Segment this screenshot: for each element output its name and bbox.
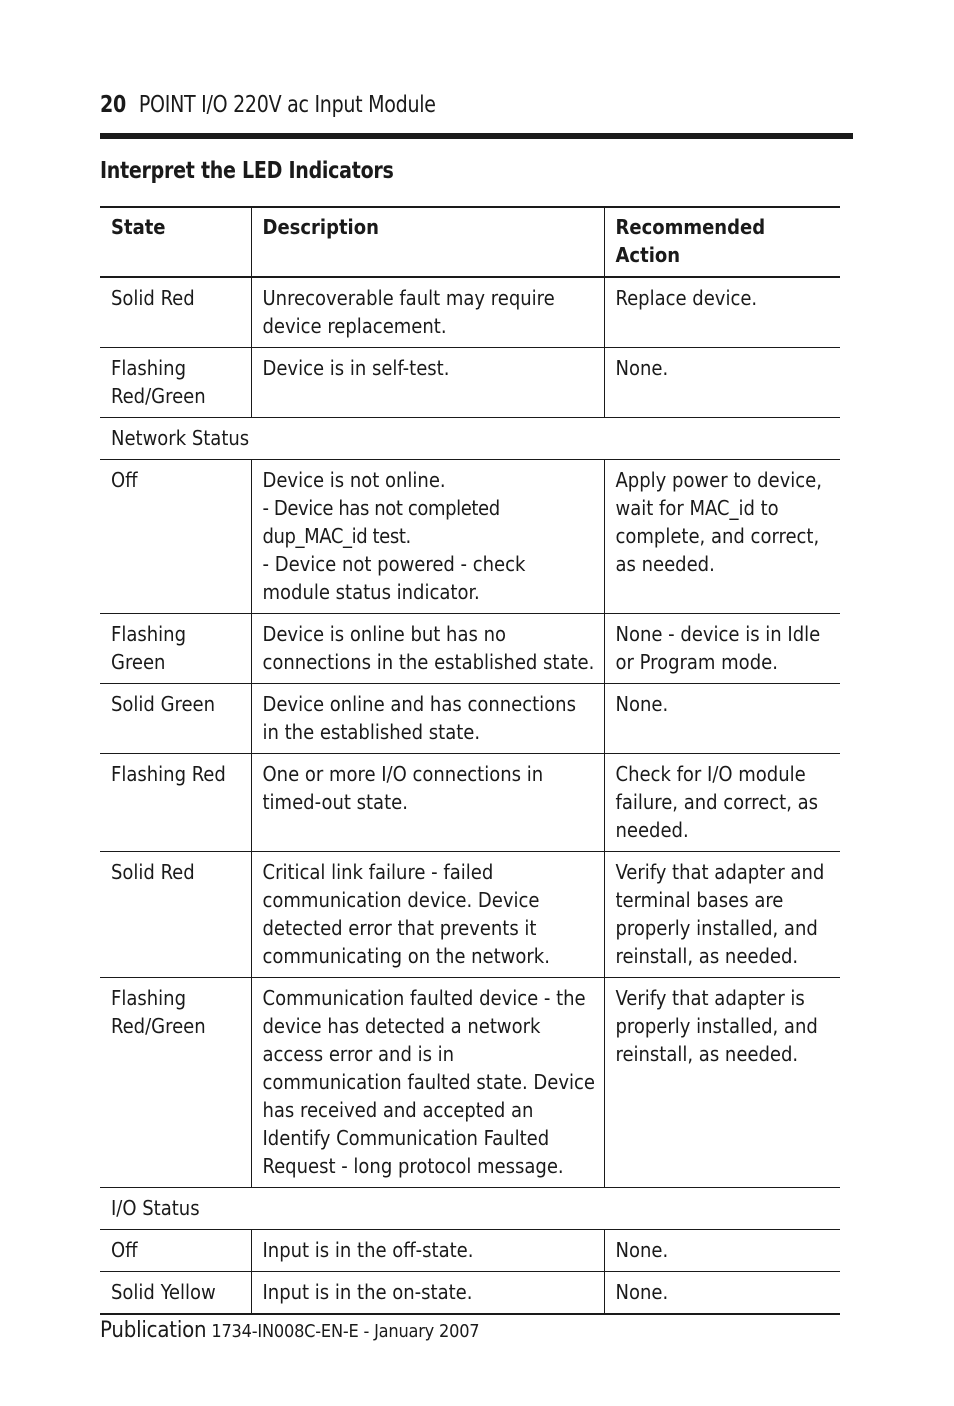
action-line: None. xyxy=(615,692,669,716)
action-cell xyxy=(604,1272,840,1315)
action-line: None. xyxy=(615,1238,669,1262)
action-line: None - device is in Idle or Program mode. xyxy=(615,622,821,674)
action-cell xyxy=(604,852,840,978)
action-cell xyxy=(604,277,840,348)
action-line: None. xyxy=(615,1280,669,1304)
description-line: - Device not powered - check module status indicator. xyxy=(262,552,526,604)
page-footer xyxy=(100,1318,479,1343)
section-label: Network Status xyxy=(100,418,840,460)
column-header-state: State xyxy=(100,207,251,277)
table-row xyxy=(100,277,840,348)
section-row xyxy=(100,1188,840,1230)
document-title: POINT I/O 220V ac Input Module xyxy=(138,92,436,118)
description-cell xyxy=(251,614,604,684)
publication-label: Publication xyxy=(100,1318,207,1343)
state-cell: Flashing Red/Green xyxy=(100,348,251,418)
state-cell: Flashing Green xyxy=(100,614,251,684)
action-line: Verify that adapter is properly installed, and reinstall, as needed. xyxy=(615,986,818,1066)
state-cell: Off xyxy=(100,460,251,614)
description-cell xyxy=(251,348,604,418)
state-cell: Flashing Red xyxy=(100,754,251,852)
description-line: Device is online but has no connections in the established state. xyxy=(262,622,595,674)
action-cell xyxy=(604,754,840,852)
description-line: Unrecoverable fault may require device replacement. xyxy=(262,286,555,338)
table-row xyxy=(100,754,840,852)
header-rule xyxy=(100,133,853,139)
column-header-recommended-action: Recommended Action xyxy=(604,207,840,277)
table-row xyxy=(100,460,840,614)
description-line: Communication faulted device - the device has detected a network access error and is in communication faulted state. Device has received and accepted an Identify Communication Faulted Request - long protocol message. xyxy=(262,986,595,1178)
description-line: Critical link failure - failed communication device. Device detected error that prevents it communicating on the network. xyxy=(262,860,550,968)
action-line: Replace device. xyxy=(615,286,758,310)
table-row xyxy=(100,1230,840,1272)
action-line: None. xyxy=(615,356,669,380)
state-cell: Solid Green xyxy=(100,684,251,754)
led-indicator-table xyxy=(100,206,840,1315)
publication-id: 1734-IN008C-EN-E - January 2007 xyxy=(211,1321,480,1342)
action-line: Check for I/O module failure, and correct, as needed. xyxy=(615,762,819,842)
description-line: One or more I/O connections in timed-out state. xyxy=(262,762,544,814)
description-cell xyxy=(251,754,604,852)
table-row xyxy=(100,614,840,684)
state-cell: Off xyxy=(100,1230,251,1272)
page-number: 20 xyxy=(100,92,126,118)
table-row xyxy=(100,684,840,754)
action-cell xyxy=(604,460,840,614)
page-header xyxy=(100,92,793,118)
table-row xyxy=(100,348,840,418)
action-line: Apply power to device, wait for MAC_id to complete, and correct, as needed. xyxy=(615,468,822,576)
table-row xyxy=(100,978,840,1188)
description-line: Device online and has connections in the established state. xyxy=(262,692,576,744)
description-cell xyxy=(251,1272,604,1315)
action-cell xyxy=(604,614,840,684)
action-line: Verify that adapter and terminal bases are properly installed, and reinstall, as needed. xyxy=(615,860,825,968)
section-row xyxy=(100,418,840,460)
description-line: Device is in self-test. xyxy=(262,356,450,380)
description-cell xyxy=(251,277,604,348)
description-cell xyxy=(251,1230,604,1272)
description-cell xyxy=(251,978,604,1188)
description-line: - Device has not completed dup_MAC_id test. xyxy=(262,496,500,548)
action-cell xyxy=(604,1230,840,1272)
description-cell xyxy=(251,852,604,978)
state-cell: Flashing Red/Green xyxy=(100,978,251,1188)
table-row xyxy=(100,852,840,978)
table-body xyxy=(100,277,840,1314)
state-cell: Solid Yellow xyxy=(100,1272,251,1315)
description-line: Input is in the off-state. xyxy=(262,1238,474,1262)
action-cell xyxy=(604,684,840,754)
section-title: Interpret the LED Indicators xyxy=(100,158,394,184)
state-cell: Solid Red xyxy=(100,277,251,348)
description-line: Input is in the on-state. xyxy=(262,1280,473,1304)
description-cell xyxy=(251,684,604,754)
table-row xyxy=(100,1272,840,1315)
section-label: I/O Status xyxy=(100,1188,840,1230)
state-cell: Solid Red xyxy=(100,852,251,978)
description-cell xyxy=(251,460,604,614)
table-header-row xyxy=(100,207,840,277)
column-header-description: Description xyxy=(251,207,604,277)
description-line: Device is not online. xyxy=(262,468,446,492)
action-cell xyxy=(604,348,840,418)
action-cell xyxy=(604,978,840,1188)
